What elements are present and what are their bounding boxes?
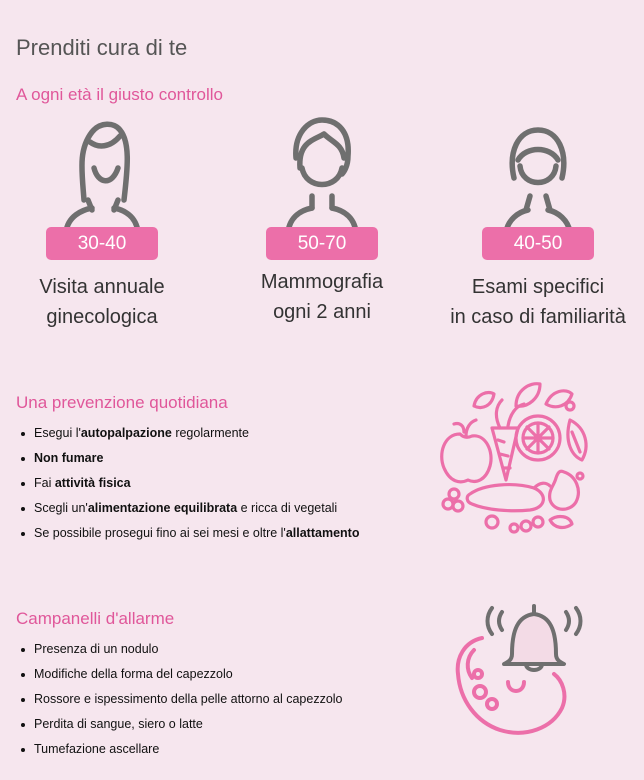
woman-bob-hair-icon xyxy=(478,112,598,232)
list-item: Se possibile prosegui fino ai sei mesi e oltre l'allattamento xyxy=(20,521,359,546)
age-card xyxy=(438,112,638,342)
age-badge: 40-50 xyxy=(482,227,594,260)
list-item: Modifiche della forma del capezzolo xyxy=(20,662,343,687)
age-card xyxy=(222,112,422,342)
list-item: Presenza di un nodulo xyxy=(20,637,343,662)
woman-long-hair-icon xyxy=(42,112,162,232)
alarm-list xyxy=(20,637,343,762)
age-description: Esami specifici in caso di familiarità xyxy=(450,276,626,328)
age-badge: 50-70 xyxy=(266,227,378,260)
age-checks xyxy=(0,112,644,342)
alarm-section-title: Campanelli d'allarme xyxy=(16,609,175,628)
age-description: Mammografia ogni 2 anni xyxy=(260,271,384,323)
woman-short-hair-icon xyxy=(262,112,382,232)
list-item: Tumefazione ascellare xyxy=(20,737,343,762)
list-item: Esegui l'autopalpazione regolarmente xyxy=(20,421,359,446)
list-item: Rossore e ispessimento della pelle attorno al capezzolo xyxy=(20,687,343,712)
fruits-vegetables-circle-icon xyxy=(430,376,600,546)
list-item: Perdita di sangue, siero o latte xyxy=(20,712,343,737)
list-item: Non fumare xyxy=(20,446,359,471)
age-card xyxy=(2,112,202,342)
prevention-list xyxy=(20,421,359,546)
age-badge: 30-40 xyxy=(46,227,158,260)
prevention-section-title: Una prevenzione quotidiana xyxy=(16,393,228,412)
age-section-title: A ogni età il giusto controllo xyxy=(16,85,223,104)
list-item: Scegli un'alimentazione equilibrata e ricca di vegetali xyxy=(20,496,359,521)
age-description: Visita annuale ginecologica xyxy=(39,276,165,328)
page-title: Prenditi cura di te xyxy=(16,35,188,60)
bell-breast-icon xyxy=(446,590,596,750)
list-item: Fai attività fisica xyxy=(20,471,359,496)
